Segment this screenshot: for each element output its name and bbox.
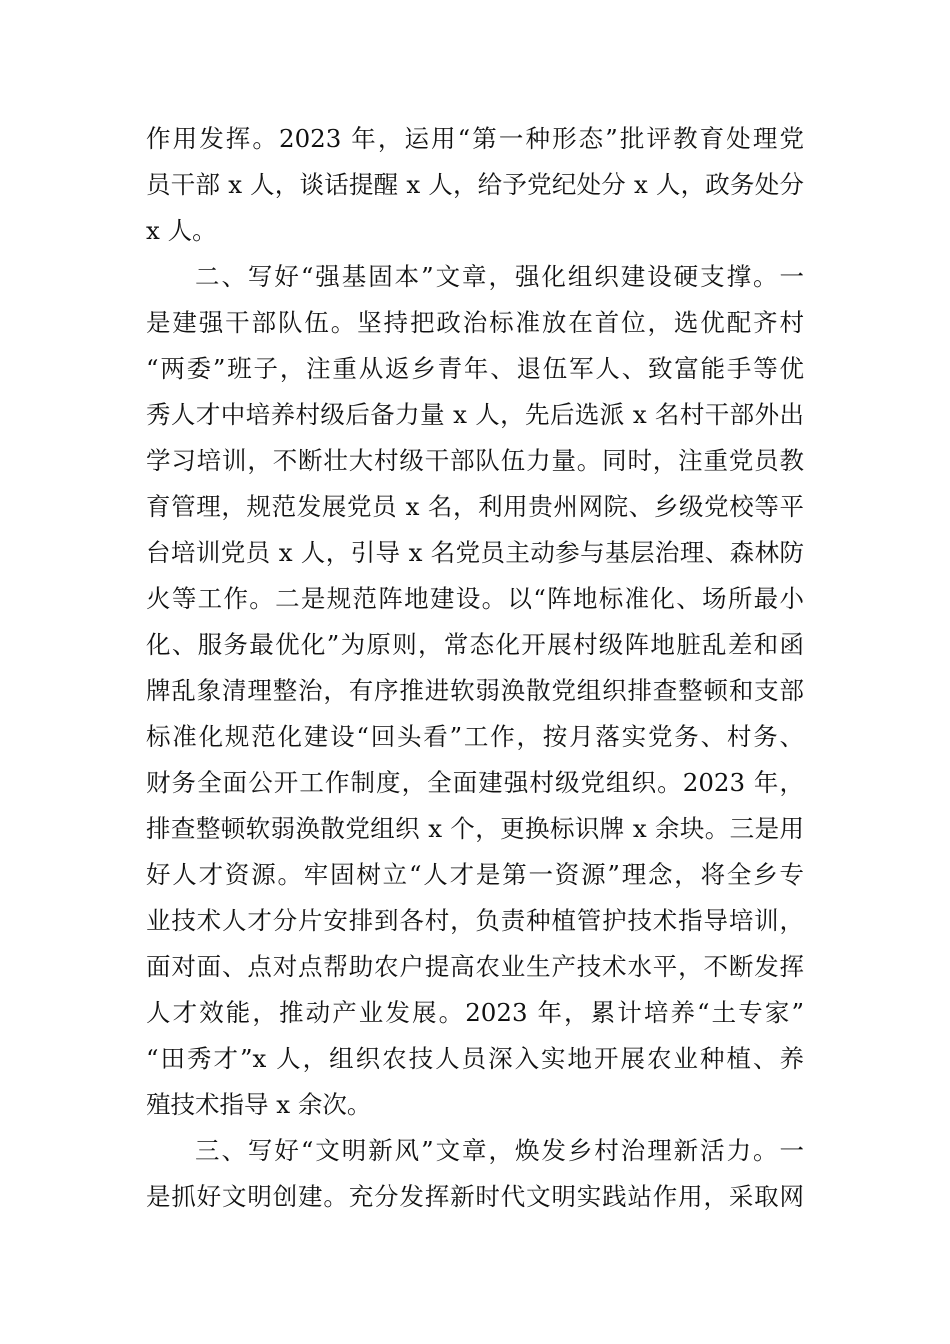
text-line: 台培训党员 x 人，引导 x 名党员主动参与基层治理、森林防 [146,538,804,567]
text-line: 火等工作。二是规范阵地建设。以“阵地标准化、场所最小 [146,584,804,613]
text-line: 标准化规范化建设“回头看”工作，按月落实党务、村务、 [146,722,804,751]
text-line: 财务全面公开工作制度，全面建强村级党组织。2023 年， [146,768,804,797]
text-line: 好人才资源。牢固树立“人才是第一资源”理念，将全乡专 [146,860,804,889]
text-line: 牌乱象清理整治，有序推进软弱涣散党组织排查整顿和支部 [146,676,804,705]
text-line: 殖技术指导 x 余次。 [146,1090,372,1119]
text-line: 员干部 x 人，谈话提醒 x 人，给予党纪处分 x 人，政务处分 [146,170,804,199]
text-line: 是建强干部队伍。坚持把政治标准放在首位，选优配齐村 [146,308,804,337]
text-line: x 人。 [146,216,217,245]
text-line: 业技术人才分片安排到各村，负责种植管护技术指导培训， [146,906,804,935]
text-line: 排查整顿软弱涣散党组织 x 个，更换标识牌 x 余块。三是用 [146,814,804,843]
text-line: 三、写好“文明新风”文章，焕发乡村治理新活力。一 [195,1136,804,1165]
text-line: “两委”班子，注重从返乡青年、退伍军人、致富能手等优 [146,354,804,383]
text-line: 二、写好“强基固本”文章，强化组织建设硬支撑。一 [195,262,804,291]
text-line: 面对面、点对点帮助农户提高农业生产技术水平，不断发挥 [146,952,804,981]
text-line: 化、服务最优化”为原则，常态化开展村级阵地脏乱差和函 [146,630,804,659]
text-line: 学习培训，不断壮大村级干部队伍力量。同时，注重党员教 [146,446,804,475]
text-line: “田秀才”x 人，组织农技人员深入实地开展农业种植、养 [146,1044,804,1073]
text-line: 秀人才中培养村级后备力量 x 人，先后选派 x 名村干部外出 [146,400,804,429]
text-line: 是抓好文明创建。充分发挥新时代文明实践站作用，采取网 [146,1182,804,1211]
text-line: 育管理，规范发展党员 x 名，利用贵州网院、乡级党校等平 [146,492,804,521]
text-line: 作用发挥。2023 年，运用“第一种形态”批评教育处理党 [146,124,804,153]
text-line: 人才效能，推动产业发展。2023 年，累计培养“土专家” [146,998,804,1027]
